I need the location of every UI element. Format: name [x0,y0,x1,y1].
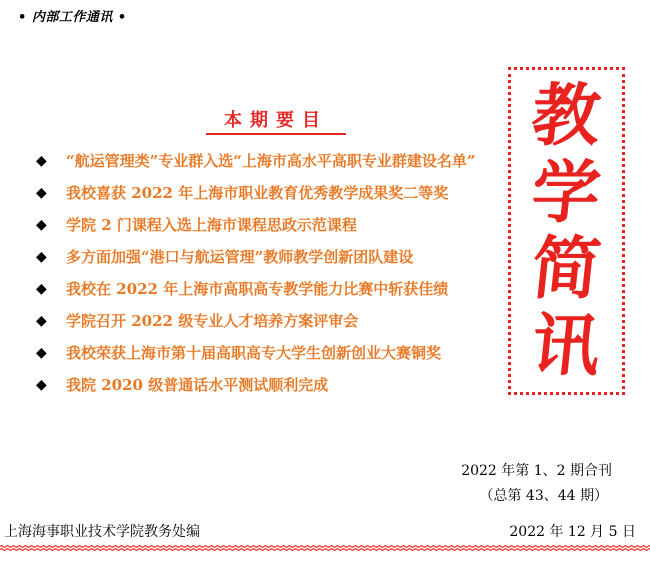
publish-date: 2022 年 12 月 5 日 [509,524,636,540]
list-item-text: 学院 2 门课程入选上海市课程思政示范课程 [66,216,357,234]
diamond-bullet-icon: ◆ [36,345,47,361]
list-item [36,182,506,204]
masthead-char: 学 [528,152,605,233]
list-item [36,150,506,172]
diamond-bullet-icon: ◆ [36,377,47,393]
issue-total: （总第 43、44 期） [479,488,608,504]
wavy-divider [0,544,650,552]
publisher: 上海海事职业技术学院教务处编 [4,524,200,540]
newsletter-tagline: • 内部工作通讯 • [18,10,127,25]
diamond-bullet-icon: ◆ [36,185,47,201]
masthead-char: 教 [528,76,605,157]
list-item-text: “航运管理类”专业群入选“上海市高水平高职专业群建设名单” [66,152,476,170]
diamond-bullet-icon: ◆ [36,281,47,297]
list-item [36,374,506,396]
list-item-text: 我校在 2022 年上海市高职高专教学能力比赛中斩获佳绩 [66,280,449,298]
masthead-char: 讯 [528,305,605,386]
list-item [36,214,506,236]
issue-number: 2022 年第 1、2 期合刊 [461,463,612,479]
list-item [36,278,506,300]
list-item [36,342,506,364]
section-title: 本期要目 [206,106,346,135]
diamond-bullet-icon: ◆ [36,313,47,329]
list-item [36,310,506,332]
diamond-bullet-icon: ◆ [36,153,47,169]
contents-list [36,150,506,406]
list-item-text: 我校喜获 2022 年上海市职业教育优秀教学成果奖二等奖 [66,184,449,202]
diamond-bullet-icon: ◆ [36,217,47,233]
list-item-text: 我校荣获上海市第十届高职高专大学生创新创业大赛铜奖 [66,344,442,362]
list-item-text: 我院 2020 级普通话水平测试顺利完成 [66,376,329,394]
list-item-text: 学院召开 2022 级专业人才培养方案评审会 [66,312,359,330]
masthead-stamp [508,67,625,395]
list-item-text: 多方面加强“港口与航运管理”教师教学创新团队建设 [66,248,414,266]
masthead-char: 简 [528,229,605,310]
list-item [36,246,506,268]
diamond-bullet-icon: ◆ [36,249,47,265]
